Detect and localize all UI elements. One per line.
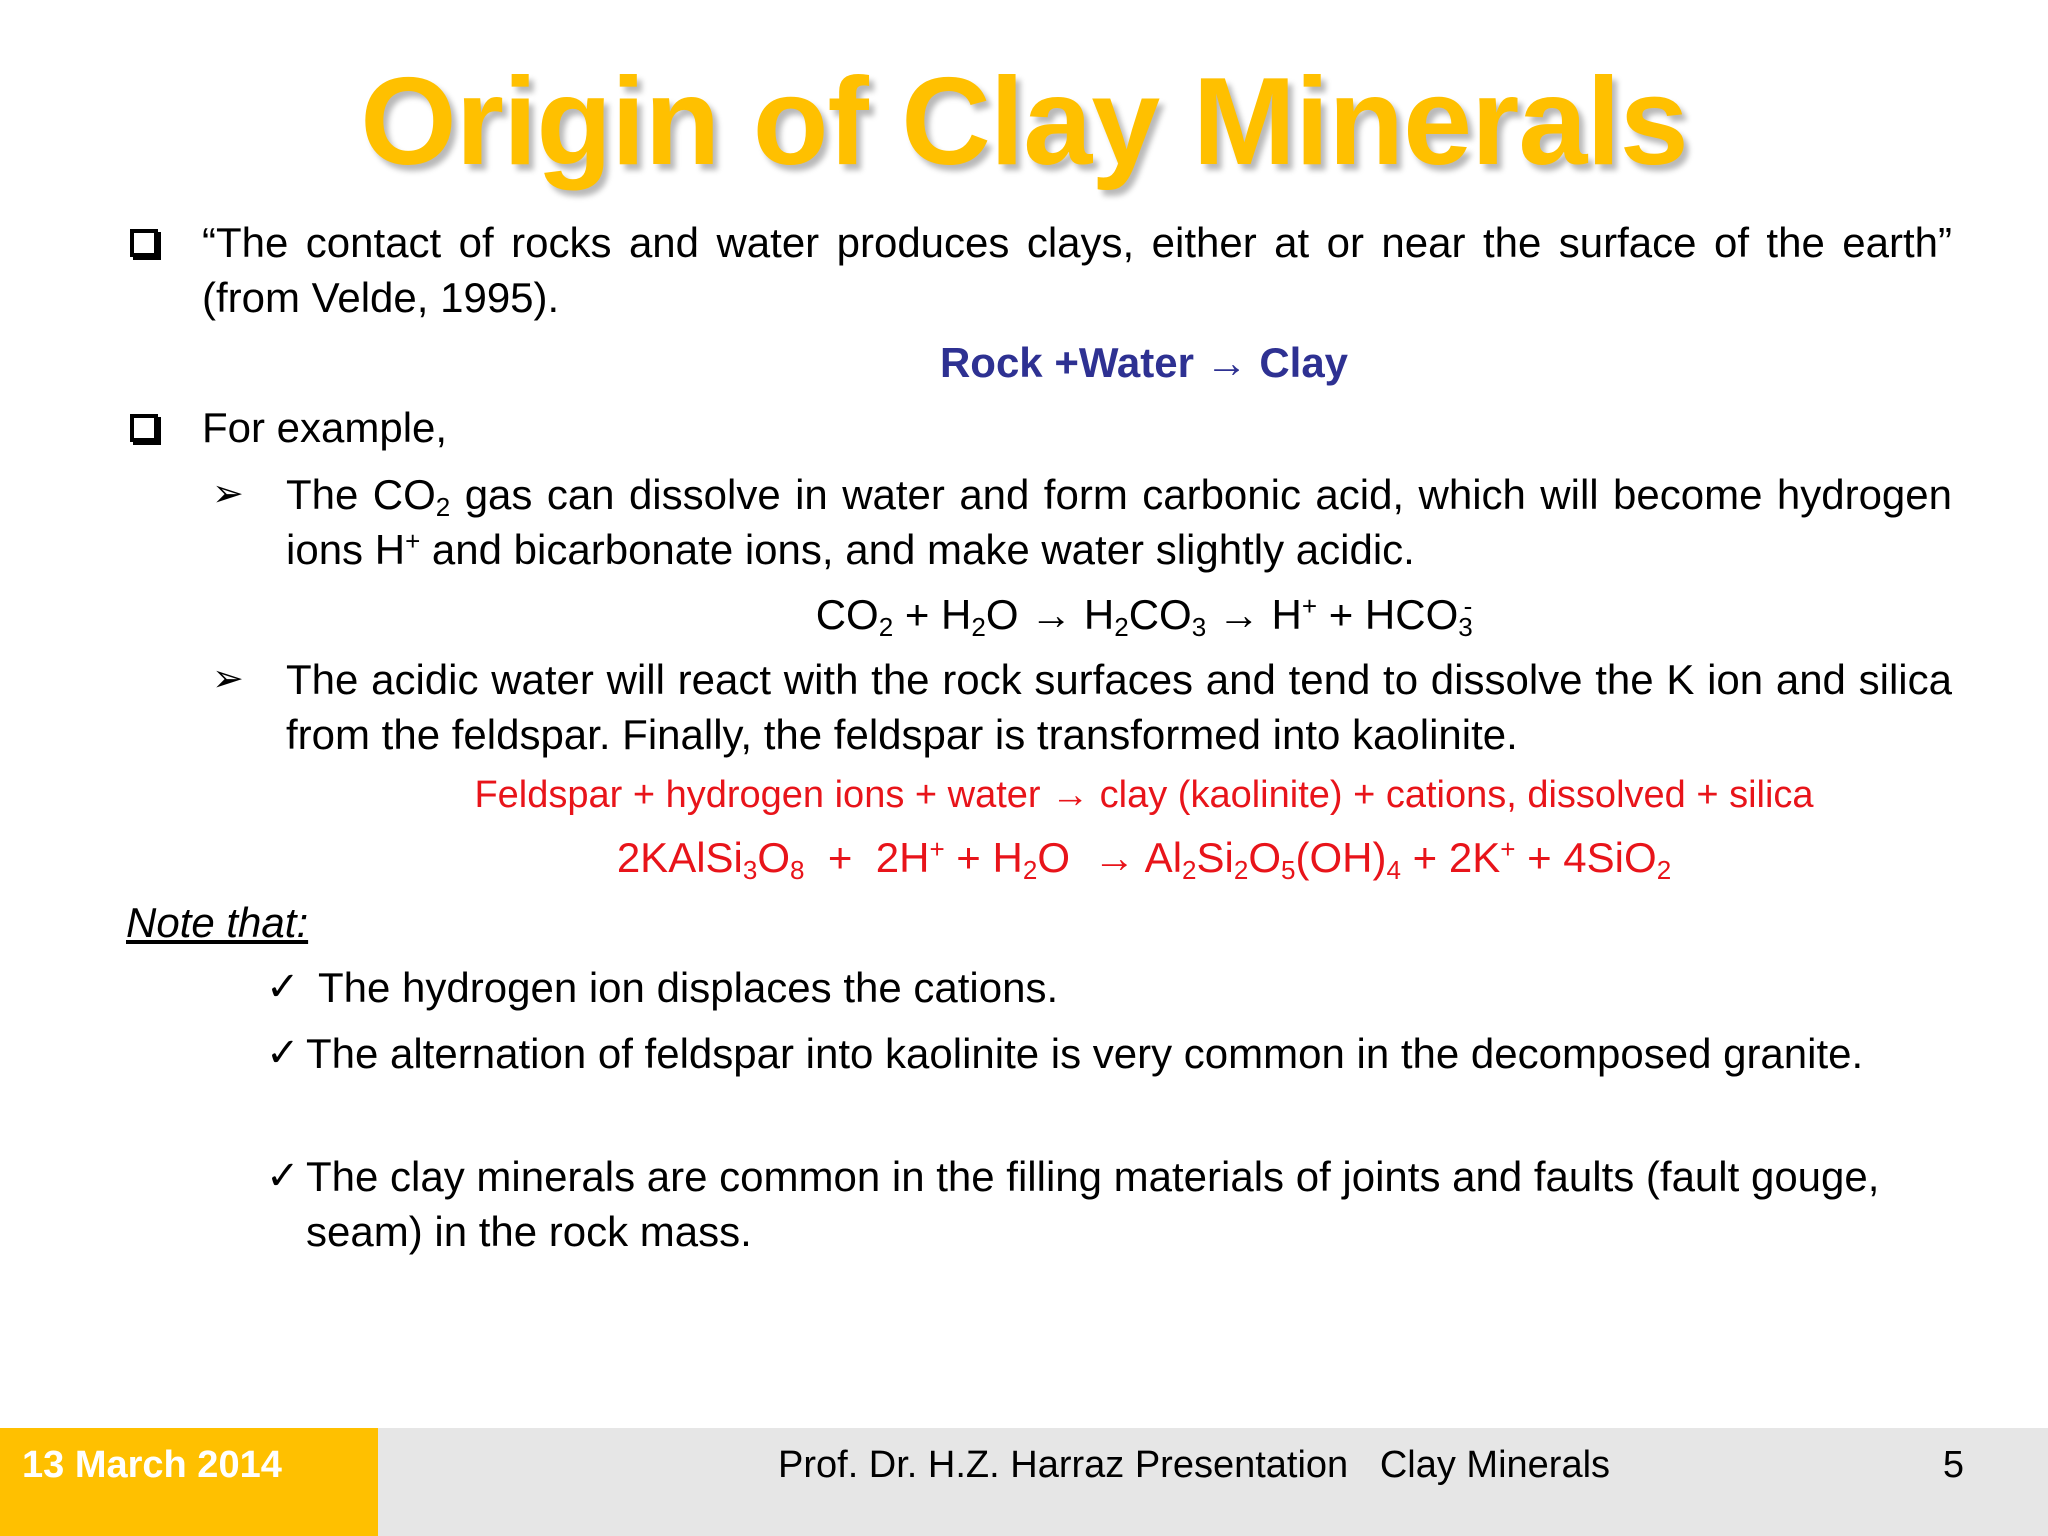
for-example-paragraph: For example, (202, 404, 448, 451)
subscript: 2 (1233, 855, 1249, 886)
superscript: + (1500, 833, 1516, 864)
subscript: 3 (1458, 612, 1473, 643)
eq-part: 2KAlSi (616, 834, 743, 881)
eq-part: O (1248, 834, 1282, 881)
eq-part: → H (1206, 591, 1302, 638)
co2-text-part: The CO (286, 471, 436, 518)
eq-part: O → Al (1037, 834, 1183, 881)
co2-text-part: gas can dissolve in water and form carbonic acid, which will become hydrogen ions H (286, 471, 1953, 573)
rock-water-equation: Rock +Water → Clay (939, 339, 1349, 386)
eq-part: O (757, 834, 791, 881)
arrow-bullet-icon: ➢ (212, 473, 244, 515)
feldspar-word-equation: Feldspar + hydrogen ions + water → clay (kaolinite) + cations, dissolved + silica (474, 774, 1814, 816)
quote-paragraph: “The contact of rocks and water produces clays, either at or near the surface of the earth” (from Velde, 1995). (202, 219, 1952, 321)
acidic-water-paragraph: The acidic water will react with the rock surfaces and tend to dissolve the K ion and silica from the feldspar. Finally, the feldspar is transformed into kaolinite. (286, 656, 1952, 758)
subscript: 2 (1022, 855, 1038, 886)
check-icon: ✓ (266, 1154, 300, 1198)
superscript: - (1463, 590, 1473, 621)
check-item: The alternation of feldspar into kaolinite is very common in the decomposed granite. (306, 1030, 1864, 1077)
arrow-bullet-icon: ➢ (212, 658, 244, 700)
footer-date: 13 March 2014 (0, 1428, 378, 1536)
note-label: Note that: (126, 899, 309, 946)
eq-part: CO (815, 591, 879, 638)
eq-part: + 2K (1400, 834, 1501, 881)
page-number: 5 (1942, 1444, 1964, 1486)
square-bullet-icon (130, 414, 158, 442)
check-item: The clay minerals are common in the filling materials of joints and faults (fault gouge, seam) in the rock mass. (306, 1153, 1880, 1255)
subscript: 2 (878, 612, 894, 643)
co2-paragraph (286, 467, 1952, 577)
subscript: 2 (1656, 855, 1672, 886)
co2-text-part: and bicarbonate ions, and make water slightly acidic. (420, 526, 1415, 573)
eq-part: + HCO (1317, 591, 1459, 638)
subscript: 3 (1191, 612, 1207, 643)
subscript: 2 (1114, 612, 1129, 643)
eq-part: + H (893, 591, 972, 638)
check-icon: ✓ (266, 965, 300, 1009)
slide-title: Origin of Clay Minerals (360, 53, 1688, 191)
superscript: + (1301, 590, 1318, 621)
eq-part: CO (1128, 591, 1192, 638)
eq-part: (OH) (1295, 834, 1387, 881)
subscript: 8 (790, 855, 805, 886)
eq-part: Si (1196, 834, 1234, 881)
subscript: 5 (1281, 855, 1296, 886)
eq-part: + 4SiO (1515, 834, 1657, 881)
superscript: + (929, 833, 945, 864)
footer-presenter: Prof. Dr. H.Z. Harraz Presentation Clay Minerals (778, 1444, 1611, 1486)
superscript: + (405, 525, 421, 556)
subscript: 2 (1182, 855, 1197, 886)
check-item: The hydrogen ion displaces the cations. (318, 964, 1059, 1011)
footer-bar (0, 1428, 2048, 1536)
subscript: 2 (971, 612, 986, 643)
check-icon: ✓ (266, 1031, 300, 1075)
subscript: 4 (1386, 855, 1401, 886)
carbonic-acid-equation (0, 587, 2048, 642)
subscript: 3 (742, 855, 758, 886)
kaolinite-chemical-equation (0, 830, 2048, 885)
eq-part: + H (944, 834, 1023, 881)
eq-part: + 2H (804, 834, 930, 881)
square-bullet-icon (130, 229, 158, 257)
eq-part: O → H (985, 591, 1115, 638)
subscript: 2 (435, 492, 451, 523)
